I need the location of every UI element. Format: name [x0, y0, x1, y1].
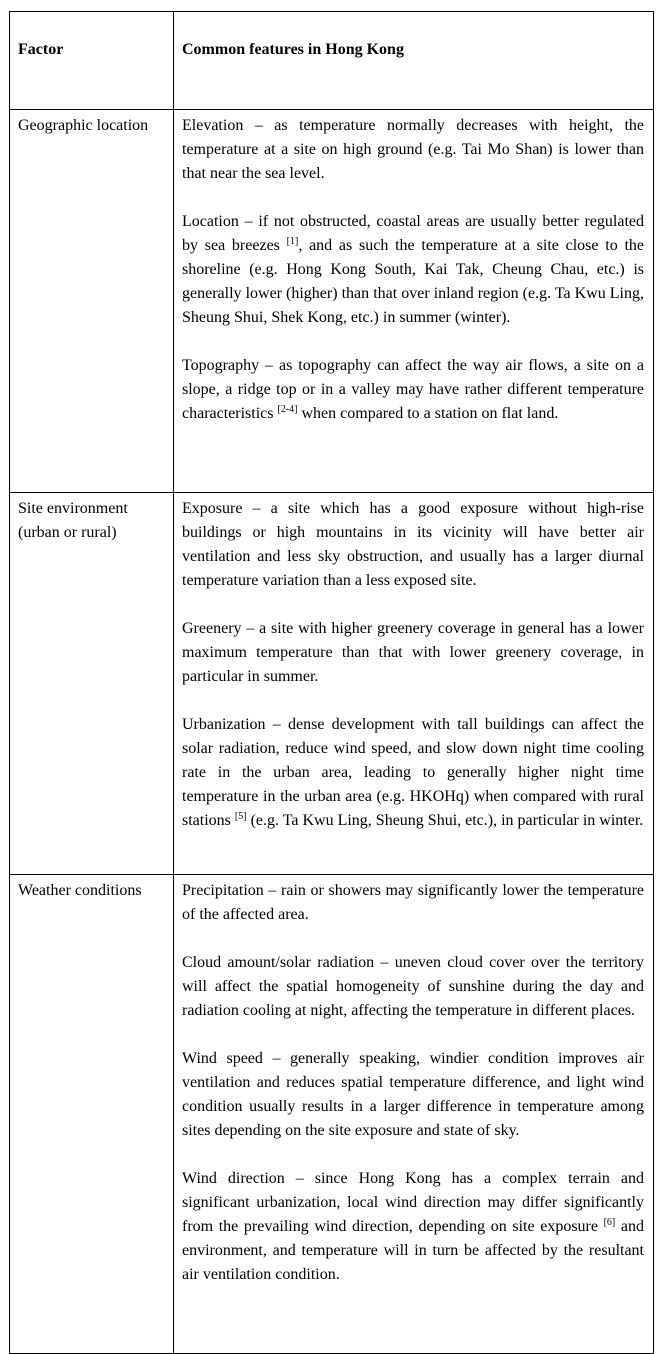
- feature-elevation: Elevation – as temperature normally decreases with height, the temperature at a site on high ground (e.g. Tai Mo Shan) is lower than that near the sea level.: [182, 117, 644, 182]
- feature-greenery: Greenery – a site with higher greenery coverage in general has a lower maximum temperature than that with lower greenery coverage, in particular in summer.: [182, 620, 644, 685]
- feature-exposure: Exposure – a site which has a good exposure without high-rise buildings or high mountains in its vicinity will have better air ventilation and less sky obstruction, and usually has a larger diurnal temperature variation than a less exposed site.: [182, 500, 644, 589]
- header-factor: Factor: [10, 12, 174, 110]
- feature-urbanization: Urbanization – dense development with tall buildings can affect the solar radiation, reduce wind speed, and slow down night time cooling rate in the urban area, leading to generally higher night time temperature in the urban area (e.g. HKOHq) when compared with rural stations [5] (e.g. Ta Kwu Ling, Sheung Shui, etc.), in particular in winter.: [182, 716, 644, 829]
- feature-topography: Topography – as topography can affect the way air flows, a site on a slope, a ridge top or in a valley may have rather different temperature characteristics [2-4] when compared to a station on flat land.: [182, 357, 644, 422]
- table-row-weather-conditions: [10, 875, 654, 1354]
- feature-location: Location – if not obstructed, coastal areas are usually better regulated by sea breezes [1], and as such the temperature at a site close to the shoreline (e.g. Hong Kong South, Kai Tak, Cheung Chau, etc.) is generally lower (higher) than that over inland region (e.g. Ta Kwu Ling, Sheung Shui, Shek Kong, etc.) in summer (winter).: [182, 213, 644, 326]
- table-header-row: [10, 12, 654, 110]
- reference-marker: [5]: [234, 811, 247, 822]
- features-cell: [174, 110, 654, 493]
- feature-cloud-amount: Cloud amount/solar radiation – uneven cloud cover over the territory will affect the spatial homogeneity of sunshine during the day and radiation cooling at night, affecting the temperature in different places.: [182, 954, 644, 1019]
- reference-marker: [1]: [286, 236, 299, 247]
- feature-wind-speed: Wind speed – generally speaking, windier condition improves air ventilation and reduces spatial temperature difference, and light wind condition usually results in a larger difference in temperature among sites depending on the site exposure and state of sky.: [182, 1050, 644, 1139]
- feature-precipitation: Precipitation – rain or showers may significantly lower the temperature of the affected area.: [182, 882, 644, 923]
- reference-marker: [2-4]: [277, 404, 298, 415]
- header-features: Common features in Hong Kong: [174, 12, 654, 110]
- factor-label: Weather conditions: [18, 882, 142, 899]
- factor-label: Site environment (urban or rural): [18, 500, 128, 541]
- factor-label: Geographic location: [18, 117, 149, 134]
- factor-cell: [10, 493, 174, 875]
- factor-cell: [10, 875, 174, 1354]
- factors-table: [9, 11, 654, 1354]
- feature-wind-direction: Wind direction – since Hong Kong has a complex terrain and significant urbanization, local wind direction may differ significantly from the prevailing wind direction, depending on site exposure [6] and environment, and temperature will in turn be affected by the resultant air ventilation condition.: [182, 1170, 644, 1283]
- table-row-site-environment: [10, 493, 654, 875]
- reference-marker: [6]: [603, 1217, 616, 1228]
- table-row-geographic-location: [10, 110, 654, 493]
- factor-cell: [10, 110, 174, 493]
- features-cell: [174, 875, 654, 1354]
- features-cell: [174, 493, 654, 875]
